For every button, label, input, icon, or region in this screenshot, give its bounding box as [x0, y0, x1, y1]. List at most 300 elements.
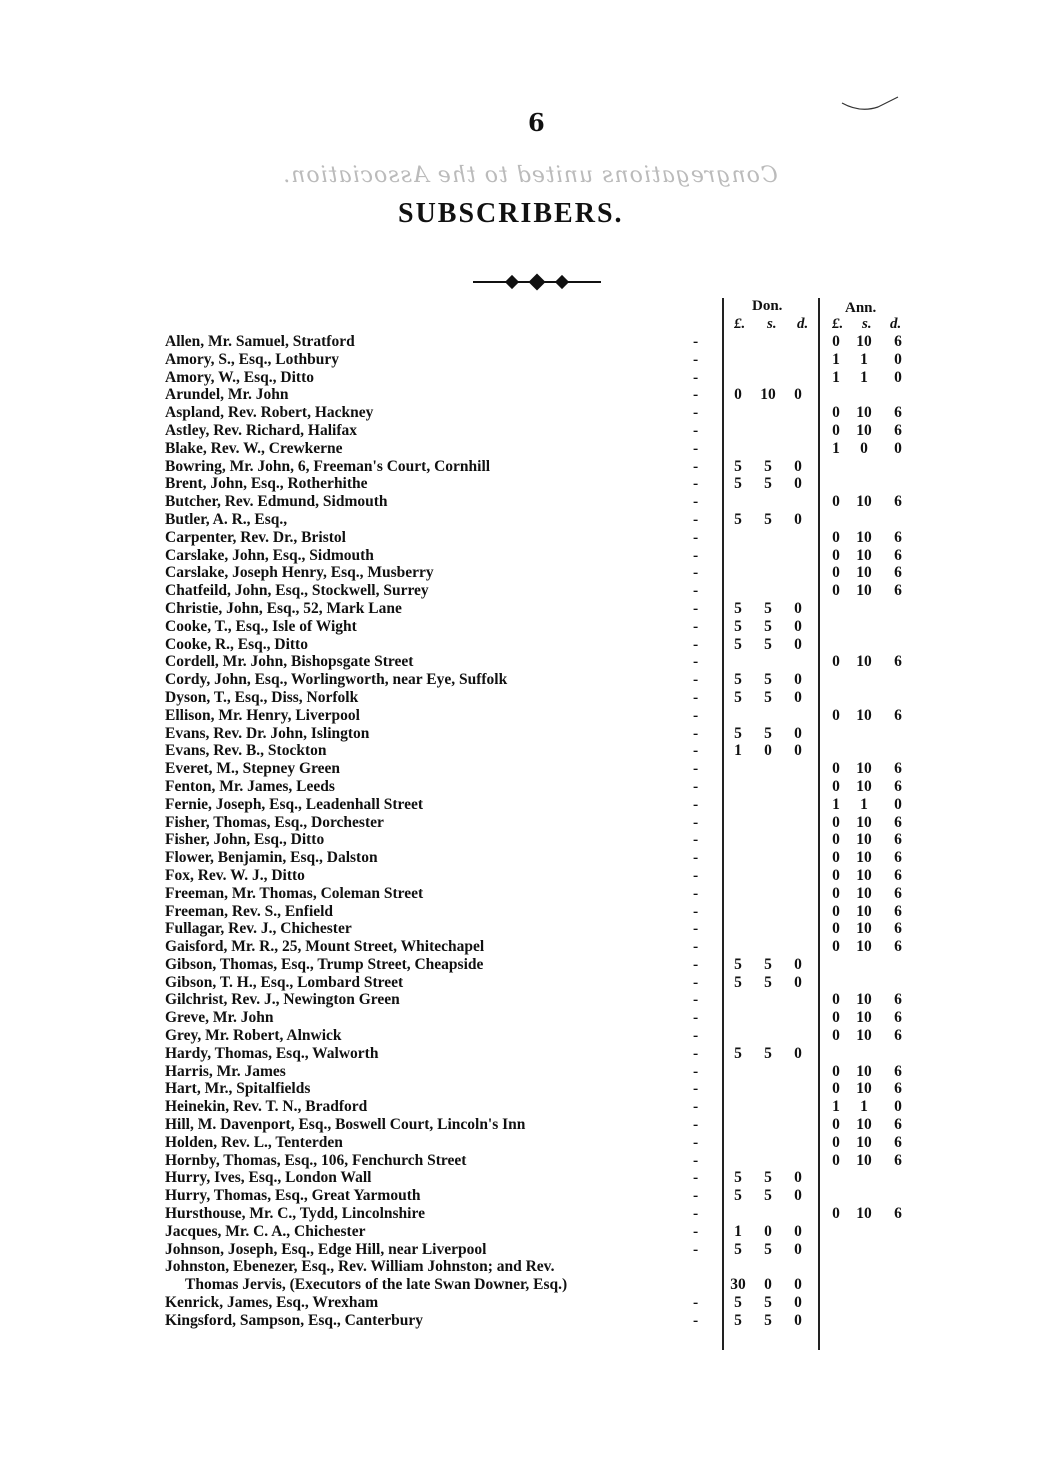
subscriber-row — [165, 600, 925, 618]
annual-amount: 10 — [856, 493, 872, 511]
page-number: 6 — [528, 108, 545, 137]
annual-amount: 0 — [832, 884, 840, 902]
subscriber-name: Chatfeild, John, Esq., Stockwell, Surrey — [165, 582, 429, 600]
annual-amount: 0 — [832, 991, 840, 1009]
annual-amount: 1 — [832, 368, 840, 386]
subscriber-row — [165, 867, 925, 885]
subscriber-row — [165, 671, 925, 689]
leader-dash: - — [693, 546, 699, 564]
annual-amount: 6 — [894, 902, 902, 920]
leader-dash: - — [693, 1151, 699, 1169]
subscriber-name: Gilchrist, Rev. J., Newington Green — [165, 991, 400, 1009]
donation-amount: 5 — [764, 635, 772, 653]
donation-amount: 5 — [734, 688, 742, 706]
annual-amount: 10 — [856, 528, 872, 546]
annual-amount: 6 — [894, 1027, 902, 1045]
donation-unit-pounds: £. — [734, 316, 746, 332]
annual-amount: 10 — [856, 813, 872, 831]
leader-dash: - — [693, 1009, 699, 1027]
subscriber-row — [165, 564, 925, 582]
donation-amount: 0 — [794, 1240, 802, 1258]
subscriber-row — [165, 529, 925, 547]
annual-amount: 10 — [856, 866, 872, 884]
donation-amount: 0 — [794, 635, 802, 653]
annual-amount: 1 — [832, 350, 840, 368]
donation-amount: 0 — [794, 1187, 802, 1205]
subscriber-name: Gaisford, Mr. R., 25, Mount Street, Whitechapel — [165, 938, 485, 956]
donation-amount: 0 — [764, 1222, 772, 1240]
subscriber-row — [165, 369, 925, 387]
annual-amount: 0 — [832, 564, 840, 582]
leader-dash: - — [693, 1205, 699, 1223]
annual-amount: 0 — [832, 1080, 840, 1098]
leader-dash: - — [693, 1240, 699, 1258]
leader-dash: - — [693, 724, 699, 742]
donation-amount: 5 — [764, 1187, 772, 1205]
subscriber-name: Carslake, John, Esq., Sidmouth — [165, 546, 374, 564]
leader-dash: - — [693, 386, 699, 404]
annual-amount: 0 — [832, 1009, 840, 1027]
donation-amount: 5 — [764, 617, 772, 635]
leader-dash: - — [693, 653, 699, 671]
donation-amount: 0 — [794, 724, 802, 742]
annual-amount: 10 — [856, 1116, 872, 1134]
subscriber-row — [165, 1241, 925, 1259]
subscriber-name: Amory, W., Esq., Ditto — [165, 368, 314, 386]
subscriber-name: Kenrick, James, Esq., Wrexham — [165, 1294, 379, 1312]
leader-dash: - — [693, 493, 699, 511]
donation-amount: 1 — [734, 742, 742, 760]
leader-dash: - — [693, 564, 699, 582]
subscriber-row — [165, 582, 925, 600]
donation-amount: 5 — [734, 1311, 742, 1329]
leader-dash: - — [693, 1133, 699, 1151]
subscriber-row — [165, 1276, 925, 1294]
subscriber-name: Fisher, John, Esq., Ditto — [165, 831, 325, 849]
donation-amount: 0 — [794, 688, 802, 706]
subscriber-name: Hardy, Thomas, Esq., Walworth — [165, 1044, 379, 1062]
leader-dash: - — [693, 1098, 699, 1116]
subscriber-row — [165, 1223, 925, 1241]
subscriber-name: Dyson, T., Esq., Diss, Norfolk — [165, 688, 359, 706]
subscriber-name: Grey, Mr. Robert, Alnwick — [165, 1027, 342, 1045]
annual-amount: 10 — [856, 333, 872, 350]
annual-unit-pence: d. — [890, 316, 902, 332]
donation-amount: 0 — [794, 599, 802, 617]
annual-amount: 6 — [894, 582, 902, 600]
annual-amount: 0 — [832, 546, 840, 564]
subscriber-name: Christie, John, Esq., 52, Mark Lane — [165, 599, 402, 617]
subscriber-name: Fullagar, Rev. J., Chichester — [165, 920, 352, 938]
annual-amount: 0 — [832, 653, 840, 671]
subscriber-row — [165, 885, 925, 903]
subscriber-row — [165, 1063, 925, 1081]
subscriber-row — [165, 760, 925, 778]
donation-amount: 5 — [734, 955, 742, 973]
annual-amount: 6 — [894, 813, 902, 831]
subscriber-row — [165, 831, 925, 849]
subscriber-name: Butcher, Rev. Edmund, Sidmouth — [165, 493, 388, 511]
subscriber-name: Hill, M. Davenport, Esq., Boswell Court, Lincoln's Inn — [165, 1116, 526, 1134]
subscriber-name: Hursthouse, Mr. C., Tydd, Lincolnshire — [165, 1205, 425, 1223]
donation-amount: 0 — [794, 1044, 802, 1062]
donation-amount: 0 — [764, 742, 772, 760]
annual-amount: 10 — [856, 938, 872, 956]
subscriber-name: Brent, John, Esq., Rotherhithe — [165, 475, 368, 493]
page-title: SUBSCRIBERS. — [398, 198, 624, 229]
leader-dash: - — [693, 1044, 699, 1062]
subscriber-row — [165, 475, 925, 493]
leader-dash: - — [693, 635, 699, 653]
subscriber-name: Cordy, John, Esq., Worlingworth, near Eye, Suffolk — [165, 671, 508, 689]
subscriber-name: Astley, Rev. Richard, Halifax — [165, 421, 358, 439]
annual-amount: 6 — [894, 831, 902, 849]
leader-dash: - — [693, 368, 699, 386]
annual-header: Ann. — [845, 300, 877, 316]
leader-dash: - — [693, 475, 699, 493]
donation-amount: 5 — [734, 1044, 742, 1062]
donation-unit-shillings: s. — [767, 316, 777, 332]
annual-amount: 6 — [894, 653, 902, 671]
subscriber-name: Allen, Mr. Samuel, Stratford — [165, 333, 355, 350]
subscriber-row — [165, 1009, 925, 1027]
annual-amount: 10 — [856, 1133, 872, 1151]
subscriber-name: Gibson, Thomas, Esq., Trump Street, Cheapside — [165, 955, 484, 973]
donation-amount: 0 — [794, 510, 802, 528]
donation-amount: 5 — [734, 1169, 742, 1187]
subscriber-row — [165, 1294, 925, 1312]
donation-amount: 5 — [734, 973, 742, 991]
donation-amount: 0 — [794, 1169, 802, 1187]
subscriber-name: Fox, Rev. W. J., Ditto — [165, 866, 305, 884]
annual-amount: 10 — [856, 1062, 872, 1080]
annual-amount: 10 — [856, 564, 872, 582]
annual-amount: 0 — [832, 1133, 840, 1151]
donation-amount: 5 — [764, 1294, 772, 1312]
subscriber-row — [165, 1080, 925, 1098]
annual-amount: 0 — [894, 1098, 902, 1116]
leader-dash: - — [693, 1116, 699, 1134]
donation-amount: 30 — [730, 1276, 746, 1294]
annual-amount: 10 — [856, 706, 872, 724]
annual-amount: 1 — [860, 1098, 868, 1116]
donation-amount: 5 — [764, 1044, 772, 1062]
leader-dash: - — [693, 938, 699, 956]
donation-amount: 0 — [794, 1276, 802, 1294]
donation-amount: 5 — [734, 1240, 742, 1258]
annual-amount: 6 — [894, 564, 902, 582]
subscriber-name: Everet, M., Stepney Green — [165, 760, 341, 778]
annual-amount: 0 — [832, 421, 840, 439]
annual-amount: 10 — [856, 991, 872, 1009]
subscriber-row — [165, 1169, 925, 1187]
annual-amount: 10 — [856, 777, 872, 795]
donation-amount: 1 — [734, 1222, 742, 1240]
donation-amount: 0 — [734, 386, 742, 404]
annual-amount: 0 — [832, 813, 840, 831]
donation-amount: 5 — [764, 688, 772, 706]
subscriber-name: Evans, Rev. B., Stockton — [165, 742, 327, 760]
annual-amount: 0 — [832, 493, 840, 511]
subscriber-name: Freeman, Rev. S., Enfield — [165, 902, 334, 920]
annual-amount: 6 — [894, 528, 902, 546]
donation-amount: 0 — [794, 457, 802, 475]
leader-dash: - — [693, 1027, 699, 1045]
leader-dash: - — [693, 991, 699, 1009]
annual-amount: 6 — [894, 421, 902, 439]
donation-amount: 0 — [794, 671, 802, 689]
donation-amount: 0 — [794, 386, 802, 404]
annual-amount: 0 — [832, 849, 840, 867]
subscriber-name: Kingsford, Sampson, Esq., Canterbury — [165, 1311, 423, 1329]
subscriber-row — [165, 796, 925, 814]
donation-amount: 0 — [794, 617, 802, 635]
annual-amount: 0 — [832, 866, 840, 884]
donation-amount: 5 — [734, 1294, 742, 1312]
subscriber-name: Cordell, Mr. John, Bishopsgate Street — [165, 653, 414, 671]
subscriber-name: Fernie, Joseph, Esq., Leadenhall Street — [165, 795, 424, 813]
annual-amount: 0 — [832, 706, 840, 724]
annual-amount: 0 — [860, 439, 868, 457]
subscriber-row — [165, 974, 925, 992]
subscriber-row — [165, 725, 925, 743]
leader-dash: - — [693, 831, 699, 849]
annual-amount: 10 — [856, 582, 872, 600]
donation-amount: 5 — [764, 973, 772, 991]
subscriber-row — [165, 1187, 925, 1205]
subscriber-row — [165, 778, 925, 796]
annual-amount: 6 — [894, 938, 902, 956]
leader-dash: - — [693, 1222, 699, 1240]
annual-amount: 6 — [894, 849, 902, 867]
annual-amount: 0 — [832, 760, 840, 778]
subscriber-row — [165, 1312, 925, 1330]
donation-amount: 5 — [734, 635, 742, 653]
annual-amount: 0 — [832, 1116, 840, 1134]
subscriber-name: Johnson, Joseph, Esq., Edge Hill, near Liverpool — [165, 1240, 487, 1258]
subscriber-name: Hurry, Ives, Esq., London Wall — [165, 1169, 372, 1187]
donation-unit-pence: d. — [797, 316, 809, 332]
donation-amount: 0 — [794, 955, 802, 973]
ornament-divider — [473, 278, 601, 286]
annual-amount: 0 — [832, 1027, 840, 1045]
annual-amount: 6 — [894, 866, 902, 884]
donation-amount: 5 — [764, 1169, 772, 1187]
subscriber-row — [165, 991, 925, 1009]
subscriber-name: Jacques, Mr. C. A., Chichester — [165, 1222, 366, 1240]
leader-dash: - — [693, 1187, 699, 1205]
subscriber-row — [165, 849, 925, 867]
subscriber-row — [165, 814, 925, 832]
annual-amount: 10 — [856, 902, 872, 920]
donation-amount: 5 — [734, 1187, 742, 1205]
annual-amount: 0 — [832, 920, 840, 938]
leader-dash: - — [693, 884, 699, 902]
annual-amount: 10 — [856, 404, 872, 422]
leader-dash: - — [693, 421, 699, 439]
subscriber-row — [165, 333, 925, 351]
subscriber-row — [165, 547, 925, 565]
annual-amount: 0 — [832, 1151, 840, 1169]
annual-amount: 0 — [832, 902, 840, 920]
annual-unit-shillings: s. — [862, 316, 872, 332]
donation-amount: 5 — [764, 457, 772, 475]
leader-dash: - — [693, 777, 699, 795]
annual-amount: 10 — [856, 1009, 872, 1027]
donation-amount: 10 — [760, 386, 776, 404]
donation-amount: 0 — [794, 742, 802, 760]
subscriber-name: Carpenter, Rev. Dr., Bristol — [165, 528, 346, 546]
annual-amount: 0 — [832, 831, 840, 849]
annual-amount: 10 — [856, 760, 872, 778]
leader-dash: - — [693, 617, 699, 635]
subscriber-row — [165, 1205, 925, 1223]
donation-amount: 0 — [794, 1311, 802, 1329]
annual-amount: 6 — [894, 333, 902, 350]
subscriber-name: Butler, A. R., Esq., — [165, 510, 288, 528]
bleed-through-text: Congregations united to the Association. — [282, 163, 778, 188]
annual-amount: 1 — [860, 350, 868, 368]
annual-amount: 0 — [832, 1062, 840, 1080]
annual-amount: 6 — [894, 706, 902, 724]
subscriber-name: Hurry, Thomas, Esq., Great Yarmouth — [165, 1187, 421, 1205]
annual-amount: 6 — [894, 404, 902, 422]
subscriber-row — [165, 404, 925, 422]
leader-dash: - — [693, 439, 699, 457]
leader-dash: - — [693, 902, 699, 920]
annual-amount: 0 — [832, 1205, 840, 1223]
subscriber-name: Amory, S., Esq., Lothbury — [165, 350, 339, 368]
leader-dash: - — [693, 1062, 699, 1080]
subscriber-name: Thomas Jervis, (Executors of the late Swan Downer, Esq.) — [185, 1276, 568, 1294]
donation-amount: 5 — [764, 475, 772, 493]
annual-amount: 0 — [894, 795, 902, 813]
subscriber-name: Hart, Mr., Spitalfields — [165, 1080, 311, 1098]
annual-amount: 0 — [894, 350, 902, 368]
subscriber-row — [165, 920, 925, 938]
annual-amount: 6 — [894, 1116, 902, 1134]
annual-amount: 6 — [894, 546, 902, 564]
subscriber-name: Bowring, Mr. John, 6, Freeman's Court, Cornhill — [165, 457, 491, 475]
leader-dash: - — [693, 457, 699, 475]
annual-amount: 0 — [832, 582, 840, 600]
leader-dash: - — [693, 1294, 699, 1312]
donation-amount: 5 — [734, 599, 742, 617]
donation-amount: 5 — [764, 1311, 772, 1329]
leader-dash: - — [693, 528, 699, 546]
pencil-mark-icon — [840, 95, 900, 115]
subscriber-name: Fisher, Thomas, Esq., Dorchester — [165, 813, 384, 831]
subscriber-row — [165, 458, 925, 476]
annual-amount: 0 — [832, 404, 840, 422]
leader-dash: - — [693, 1169, 699, 1187]
subscriber-row — [165, 351, 925, 369]
annual-amount: 6 — [894, 760, 902, 778]
annual-amount: 10 — [856, 546, 872, 564]
subscriber-row — [165, 1045, 925, 1063]
donation-amount: 5 — [764, 724, 772, 742]
subscriber-name: Cooke, R., Esq., Ditto — [165, 635, 308, 653]
subscriber-row — [165, 422, 925, 440]
leader-dash: - — [693, 706, 699, 724]
subscriber-row — [165, 511, 925, 529]
leader-dash: - — [693, 404, 699, 422]
donation-amount: 0 — [794, 475, 802, 493]
annual-amount: 10 — [856, 1027, 872, 1045]
subscriber-name: Aspland, Rev. Robert, Hackney — [165, 404, 374, 422]
subscriber-name: Harris, Mr. James — [165, 1062, 286, 1080]
subscriber-name: Johnston, Ebenezer, Esq., Rev. William Johnston; and Rev. — [165, 1258, 555, 1276]
donation-amount: 5 — [734, 617, 742, 635]
annual-amount: 6 — [894, 1133, 902, 1151]
subscriber-list — [165, 333, 925, 1330]
donation-amount: 5 — [734, 724, 742, 742]
leader-dash: - — [693, 1311, 699, 1329]
donation-amount: 0 — [794, 1294, 802, 1312]
donation-amount: 0 — [794, 973, 802, 991]
subscriber-name: Holden, Rev. L., Tenterden — [165, 1133, 343, 1151]
leader-dash: - — [693, 795, 699, 813]
subscriber-name: Evans, Rev. Dr. John, Islington — [165, 724, 370, 742]
donation-amount: 0 — [764, 1276, 772, 1294]
leader-dash: - — [693, 510, 699, 528]
donation-amount: 5 — [764, 510, 772, 528]
annual-amount: 1 — [832, 439, 840, 457]
annual-amount: 6 — [894, 777, 902, 795]
subscriber-row — [165, 938, 925, 956]
subscriber-row — [165, 903, 925, 921]
subscriber-name: Ellison, Mr. Henry, Liverpool — [165, 706, 360, 724]
donation-amount: 5 — [734, 475, 742, 493]
donation-amount: 5 — [734, 671, 742, 689]
subscriber-row — [165, 742, 925, 760]
annual-amount: 10 — [856, 653, 872, 671]
annual-amount: 6 — [894, 1080, 902, 1098]
leader-dash: - — [693, 849, 699, 867]
leader-dash: - — [693, 866, 699, 884]
subscriber-name: Heinekin, Rev. T. N., Bradford — [165, 1098, 368, 1116]
donation-header: Don. — [752, 298, 783, 314]
leader-dash: - — [693, 920, 699, 938]
annual-amount: 0 — [832, 333, 840, 350]
annual-amount: 10 — [856, 884, 872, 902]
annual-amount: 6 — [894, 1151, 902, 1169]
subscriber-name: Fenton, Mr. James, Leeds — [165, 777, 335, 795]
leader-dash: - — [693, 671, 699, 689]
leader-dash: - — [693, 955, 699, 973]
annual-amount: 0 — [832, 777, 840, 795]
annual-amount: 10 — [856, 421, 872, 439]
annual-amount: 6 — [894, 1062, 902, 1080]
leader-dash: - — [693, 813, 699, 831]
annual-amount: 0 — [832, 528, 840, 546]
annual-amount: 6 — [894, 1205, 902, 1223]
annual-unit-pounds: £. — [832, 316, 844, 332]
leader-dash: - — [693, 1080, 699, 1098]
leader-dash: - — [693, 742, 699, 760]
annual-amount: 1 — [832, 795, 840, 813]
annual-amount: 6 — [894, 1009, 902, 1027]
subscriber-row — [165, 1152, 925, 1170]
subscriber-name: Blake, Rev. W., Crewkerne — [165, 439, 343, 457]
annual-amount: 0 — [832, 938, 840, 956]
subscriber-row — [165, 618, 925, 636]
leader-dash: - — [693, 599, 699, 617]
annual-amount: 1 — [860, 368, 868, 386]
subscriber-name: Hornby, Thomas, Esq., 106, Fenchurch Street — [165, 1151, 467, 1169]
subscriber-name: Carslake, Joseph Henry, Esq., Musberry — [165, 564, 434, 582]
subscriber-name: Greve, Mr. John — [165, 1009, 274, 1027]
